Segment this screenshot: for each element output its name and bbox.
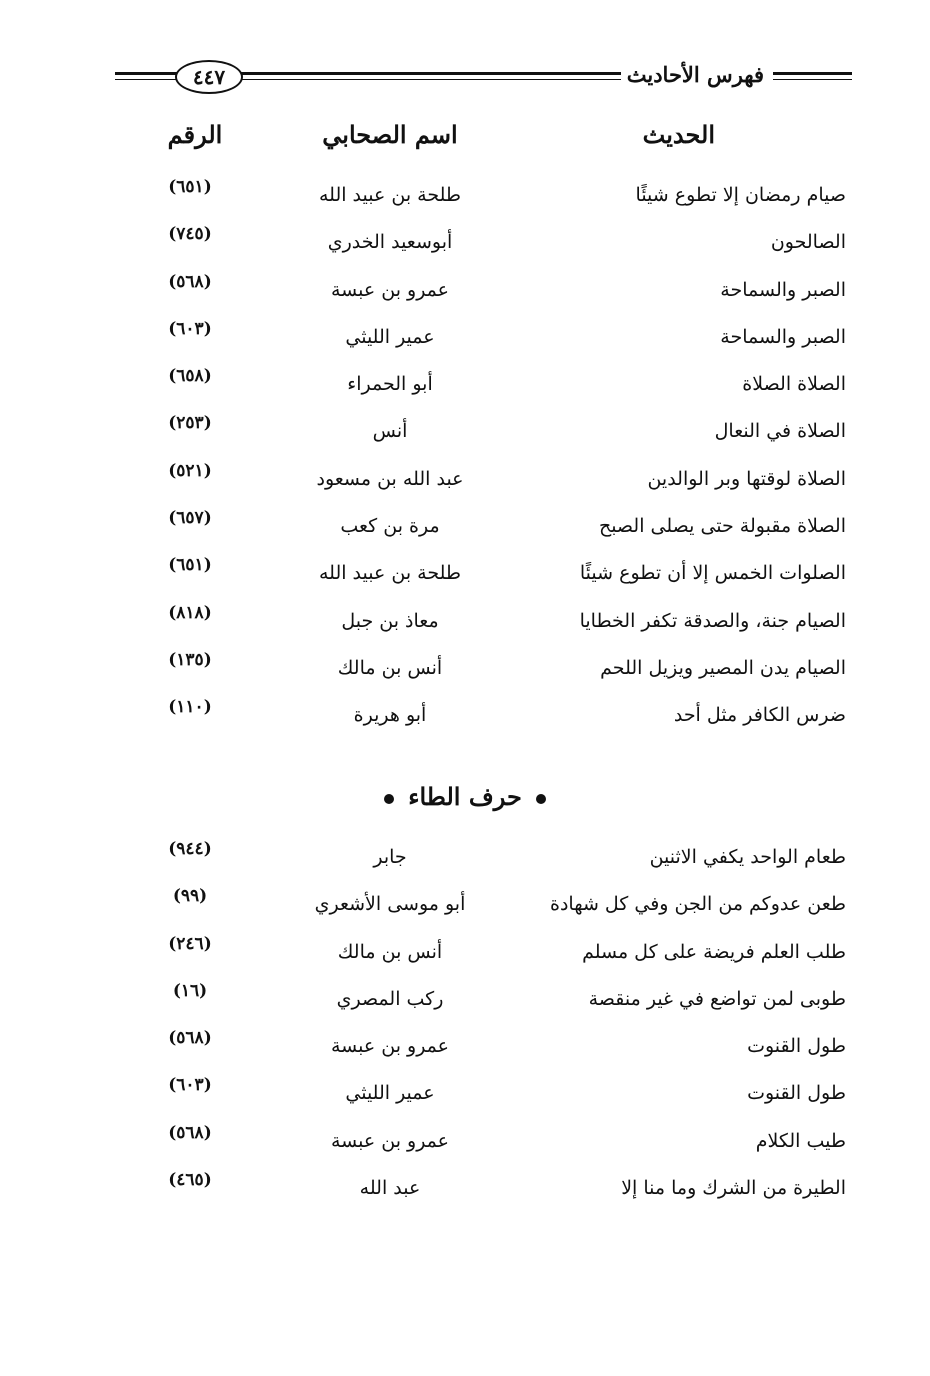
hadith-text: صيام رمضان إلا تطوع شيئًا — [635, 184, 846, 206]
sahabi-name: أبو هريرة — [353, 704, 427, 727]
sahabi-name: عبد الله — [359, 1177, 421, 1200]
hadith-number: (٦٠٣) — [168, 1075, 212, 1096]
hadith-number: (٥٢١) — [168, 460, 212, 481]
hadith-text: ضرس الكافر مثل أحد — [673, 704, 846, 727]
sahabi-name: عبد الله بن مسعود — [316, 467, 464, 490]
hadith-number: (٢٥٣) — [168, 413, 212, 434]
hadith-text: طول القنوت — [747, 1082, 846, 1105]
sahabi-name: ركب المصري — [336, 987, 444, 1010]
hadith-text: الصلوات الخمس إلا أن تطوع شيئًا — [579, 562, 846, 585]
hadith-number: (٩٩) — [172, 886, 208, 907]
sahabi-name: أبو الحمراء — [347, 373, 433, 396]
sahabi-name: طلحة بن عبيد الله — [318, 562, 462, 585]
bullet-icon — [536, 794, 546, 804]
hadith-text: طول القنوت — [747, 1035, 846, 1058]
sahabi-name: أنس بن مالك — [337, 656, 443, 679]
sahabi-name: أنس بن مالك — [337, 940, 443, 963]
index-row — [0, 1170, 930, 1220]
hadith-text: الصيام يدن المصير ويزيل اللحم — [600, 656, 846, 679]
header-rule — [115, 79, 179, 80]
hadith-number: (٥٦٨) — [168, 1122, 212, 1143]
sahabi-name: مرة بن كعب — [340, 515, 440, 538]
hadith-number: (٥٦٨) — [168, 1028, 212, 1049]
bullet-icon — [384, 794, 394, 804]
hadith-number: (٨١٨) — [168, 602, 212, 623]
header-rule — [115, 72, 179, 75]
hadith-number: (١١٠) — [168, 697, 212, 718]
hadith-number: (٦٥١) — [168, 177, 212, 197]
header-rule — [773, 72, 852, 75]
hadith-text: طوبى لمن تواضع في غير منقصة — [588, 987, 846, 1010]
section-title: حرف الطاء — [408, 782, 522, 811]
sahabi-name: أنس — [372, 420, 408, 443]
hadith-text: طيب الكلام — [755, 1129, 846, 1152]
hadith-text: طعن عدوكم من الجن وفي كل شهادة — [549, 893, 846, 916]
sahabi-name: عمير الليثي — [345, 1082, 435, 1105]
hadith-number: (٤٦٥) — [168, 1170, 212, 1191]
running-title: فهرس الأحاديث — [621, 60, 770, 90]
hadith-text: الصبر والسماحة — [720, 325, 846, 348]
sahabi-name: أبوسعيد الخدري — [327, 231, 453, 254]
hadith-number: (٦٥١) — [168, 555, 212, 576]
header-rule — [773, 79, 852, 80]
sahabi-name: عمير الليثي — [345, 325, 435, 348]
hadith-text: الصالحون — [770, 231, 846, 254]
page-header — [115, 58, 852, 98]
column-header-number: الرقم — [167, 120, 223, 149]
hadith-number: (١٦) — [172, 980, 208, 1001]
sahabi-name: معاذ بن جبل — [341, 609, 439, 632]
page-number: ٤٤٧ — [175, 60, 243, 94]
hadith-text: الصلاة الصلاة — [742, 373, 846, 396]
hadith-number: (٦٠٣) — [168, 318, 212, 339]
sahabi-name: عمرو بن عبسة — [330, 1035, 450, 1058]
index-row — [0, 697, 930, 747]
section-entries — [0, 839, 930, 1220]
column-header-hadith: الحديث — [642, 120, 715, 149]
hadith-number: (١٣٥) — [168, 649, 212, 670]
hadith-text: الصلاة لوقتها وبر الوالدين — [647, 467, 846, 490]
sahabi-name: جابر — [373, 846, 407, 868]
hadith-number: (٦٥٨) — [168, 366, 212, 387]
hadith-number: (٦٥٧) — [168, 508, 212, 529]
hadith-text: الصلاة مقبولة حتى يصلى الصبح — [598, 515, 846, 538]
hadith-number: (٢٤٦) — [168, 933, 212, 954]
hadith-text: الصبر والسماحة — [720, 278, 846, 301]
section-heading — [0, 782, 930, 811]
sahabi-name: عمرو بن عبسة — [330, 1129, 450, 1152]
index-entries — [0, 177, 930, 748]
hadith-text: الصلاة في النعال — [714, 420, 846, 443]
hadith-number: (٩٤٤) — [168, 839, 212, 859]
sahabi-name: أبو موسى الأشعري — [314, 893, 466, 916]
hadith-number: (٧٤٥) — [168, 224, 212, 245]
hadith-number: (٥٦٨) — [168, 271, 212, 292]
column-header-sahabi: اسم الصحابي — [322, 120, 458, 149]
sahabi-name: عمرو بن عبسة — [330, 278, 450, 301]
hadith-text: الصيام جنة، والصدقة تكفر الخطايا — [579, 609, 846, 632]
hadith-text: الطيرة من الشرك وما منا إلا — [621, 1177, 846, 1200]
sahabi-name: طلحة بن عبيد الله — [318, 184, 462, 206]
hadith-text: طعام الواحد يكفي الاثنين — [649, 846, 846, 868]
hadith-text: طلب العلم فريضة على كل مسلم — [582, 940, 846, 963]
